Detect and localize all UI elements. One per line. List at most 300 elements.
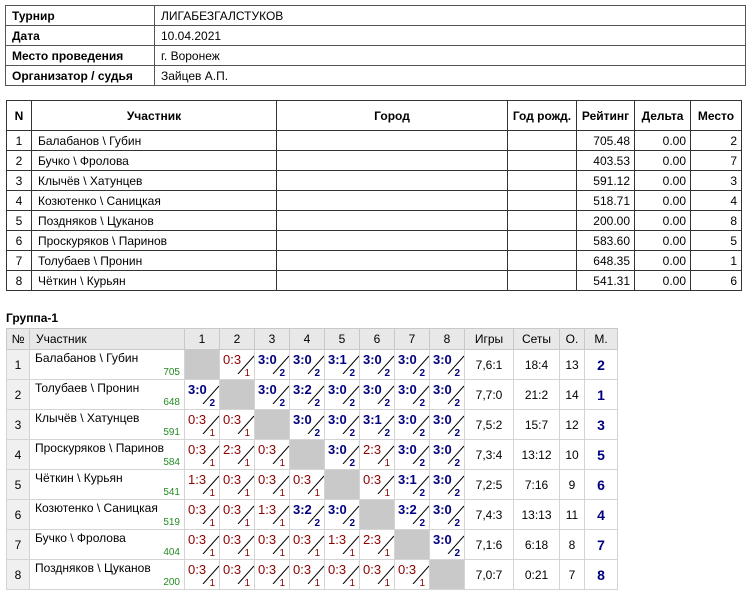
match-result-cell[interactable] xyxy=(395,440,430,470)
match-score: 3:0 xyxy=(433,532,452,547)
match-score: 0:3 xyxy=(293,562,312,577)
cross-row xyxy=(7,380,618,410)
match-score: 0:3 xyxy=(328,562,347,577)
match-result-cell[interactable] xyxy=(395,350,430,380)
participant-place: 7 xyxy=(691,151,742,171)
match-result-cell[interactable] xyxy=(290,380,325,410)
match-result-cell[interactable] xyxy=(360,470,395,500)
cross-player-rating: 591 xyxy=(163,427,180,438)
cross-place: 3 xyxy=(585,410,618,440)
cross-row-number: 4 xyxy=(7,440,30,470)
cross-games: 7,6:1 xyxy=(465,350,514,380)
participant-row xyxy=(7,251,742,271)
match-points: 2 xyxy=(384,428,390,439)
cross-row-player xyxy=(30,380,185,410)
cross-sets: 13:12 xyxy=(514,440,560,470)
match-score: 3:0 xyxy=(293,412,312,427)
participant-number: 2 xyxy=(7,151,32,171)
match-points: 2 xyxy=(454,458,460,469)
match-points: 1 xyxy=(209,428,215,439)
cross-row xyxy=(7,560,618,590)
match-score: 3:0 xyxy=(433,472,452,487)
participant-place: 4 xyxy=(691,191,742,211)
match-points: 1 xyxy=(279,458,285,469)
match-score: 0:3 xyxy=(258,532,277,547)
participant-name: Бучко \ Фролова xyxy=(32,151,277,171)
match-result-cell[interactable] xyxy=(220,410,255,440)
match-points: 2 xyxy=(419,368,425,379)
match-points: 2 xyxy=(454,548,460,559)
participant-rating: 583.60 xyxy=(577,231,635,251)
cross-player-rating: 648 xyxy=(163,397,180,408)
cross-header-sets: Сеты xyxy=(514,329,560,350)
participant-birth-year xyxy=(508,191,577,211)
participants-table xyxy=(6,100,742,291)
match-score: 0:3 xyxy=(293,472,312,487)
group-cross-table xyxy=(6,328,618,590)
match-result-cell[interactable] xyxy=(185,440,220,470)
match-result-cell[interactable] xyxy=(220,350,255,380)
participant-delta: 0.00 xyxy=(635,251,691,271)
participant-city xyxy=(277,171,508,191)
participant-name: Козютенко \ Саницкая xyxy=(32,191,277,211)
participant-birth-year xyxy=(508,171,577,191)
cross-player-name: Поздняков \ Цуканов xyxy=(35,561,151,575)
match-result-cell[interactable] xyxy=(185,530,220,560)
participant-number: 8 xyxy=(7,271,32,291)
match-points: 1 xyxy=(384,548,390,559)
match-points: 2 xyxy=(454,518,460,529)
match-points: 2 xyxy=(419,488,425,499)
match-result-cell[interactable] xyxy=(360,380,395,410)
participant-number: 3 xyxy=(7,171,32,191)
cross-sets: 13:13 xyxy=(514,500,560,530)
cross-diagonal-cell xyxy=(395,530,430,560)
cross-player-rating: 584 xyxy=(163,457,180,468)
participant-city xyxy=(277,191,508,211)
participant-delta: 0.00 xyxy=(635,231,691,251)
participant-name: Клычёв \ Хатунцев xyxy=(32,171,277,191)
match-points: 2 xyxy=(314,398,320,409)
match-result-cell[interactable] xyxy=(255,350,290,380)
info-value: 10.04.2021 xyxy=(155,26,746,46)
match-score: 3:0 xyxy=(398,412,417,427)
match-points: 1 xyxy=(349,548,355,559)
match-score: 0:3 xyxy=(223,472,242,487)
match-result-cell[interactable] xyxy=(185,380,220,410)
match-result-cell[interactable] xyxy=(220,470,255,500)
cross-header-points: О. xyxy=(560,329,585,350)
match-points: 2 xyxy=(314,518,320,529)
match-points: 1 xyxy=(314,488,320,499)
match-score: 3:0 xyxy=(433,442,452,457)
match-score: 3:0 xyxy=(328,442,347,457)
participant-birth-year xyxy=(508,231,577,251)
cross-diagonal-cell xyxy=(430,560,465,590)
participant-delta: 0.00 xyxy=(635,131,691,151)
match-score: 3:0 xyxy=(398,442,417,457)
cross-games: 7,5:2 xyxy=(465,410,514,440)
cross-sets: 21:2 xyxy=(514,380,560,410)
info-label: Организатор / судья xyxy=(6,66,155,86)
match-points: 2 xyxy=(209,398,215,409)
match-score: 0:3 xyxy=(188,562,207,577)
match-points: 2 xyxy=(419,398,425,409)
cross-place: 8 xyxy=(585,560,618,590)
match-score: 0:3 xyxy=(223,502,242,517)
match-score: 0:3 xyxy=(188,412,207,427)
match-result-cell[interactable] xyxy=(395,410,430,440)
match-result-cell[interactable] xyxy=(430,350,465,380)
match-points: 2 xyxy=(454,488,460,499)
cross-row-number: 8 xyxy=(7,560,30,590)
match-points: 1 xyxy=(244,578,250,589)
match-score: 3:1 xyxy=(328,352,347,367)
match-points: 1 xyxy=(279,548,285,559)
cross-diagonal-cell xyxy=(255,410,290,440)
match-points: 2 xyxy=(419,428,425,439)
col-header-city: Город xyxy=(277,101,508,131)
cross-sets: 6:18 xyxy=(514,530,560,560)
info-value: Зайцев А.П. xyxy=(155,66,746,86)
cross-row xyxy=(7,350,618,380)
match-result-cell[interactable] xyxy=(220,530,255,560)
cross-header-col-2: 2 xyxy=(220,329,255,350)
participant-birth-year xyxy=(508,131,577,151)
match-result-cell[interactable] xyxy=(325,560,360,590)
match-result-cell[interactable] xyxy=(185,410,220,440)
cross-row xyxy=(7,410,618,440)
participant-delta: 0.00 xyxy=(635,171,691,191)
cross-header-col-7: 7 xyxy=(395,329,430,350)
tournament-info-table xyxy=(5,5,746,86)
cross-header-row xyxy=(7,329,618,350)
match-result-cell[interactable] xyxy=(325,440,360,470)
cross-player-name: Балабанов \ Губин xyxy=(35,351,139,365)
match-result-cell[interactable] xyxy=(395,560,430,590)
match-points: 2 xyxy=(419,518,425,529)
cross-row-number: 3 xyxy=(7,410,30,440)
cross-player-rating: 541 xyxy=(163,487,180,498)
cross-player-rating: 705 xyxy=(163,367,180,378)
participant-place: 6 xyxy=(691,271,742,291)
info-row xyxy=(6,26,746,46)
cross-games: 7,1:6 xyxy=(465,530,514,560)
cross-row-player xyxy=(30,350,185,380)
match-points: 1 xyxy=(209,518,215,529)
cross-header-col-8: 8 xyxy=(430,329,465,350)
match-points: 2 xyxy=(454,368,460,379)
match-score: 3:0 xyxy=(433,502,452,517)
match-result-cell[interactable] xyxy=(185,470,220,500)
participant-delta: 0.00 xyxy=(635,191,691,211)
match-points: 1 xyxy=(419,578,425,589)
participant-city xyxy=(277,251,508,271)
cross-points: 8 xyxy=(560,530,585,560)
match-result-cell[interactable] xyxy=(255,530,290,560)
participant-city xyxy=(277,271,508,291)
participant-row xyxy=(7,171,742,191)
cross-place: 4 xyxy=(585,500,618,530)
participant-rating: 200.00 xyxy=(577,211,635,231)
match-points: 2 xyxy=(349,368,355,379)
participant-number: 1 xyxy=(7,131,32,151)
match-result-cell[interactable] xyxy=(185,500,220,530)
match-score: 0:3 xyxy=(293,532,312,547)
match-points: 2 xyxy=(384,368,390,379)
cross-points: 14 xyxy=(560,380,585,410)
cross-diagonal-cell xyxy=(220,380,255,410)
match-score: 0:3 xyxy=(258,562,277,577)
match-score: 0:3 xyxy=(223,412,242,427)
match-points: 2 xyxy=(349,398,355,409)
cross-row-number: 6 xyxy=(7,500,30,530)
cross-header-games: Игры xyxy=(465,329,514,350)
cross-place: 1 xyxy=(585,380,618,410)
participant-birth-year xyxy=(508,271,577,291)
participant-name: Проскуряков \ Паринов xyxy=(32,231,277,251)
cross-row xyxy=(7,470,618,500)
match-score: 0:3 xyxy=(363,472,382,487)
match-points: 1 xyxy=(279,578,285,589)
participant-rating: 518.71 xyxy=(577,191,635,211)
participant-place: 3 xyxy=(691,171,742,191)
cross-points: 11 xyxy=(560,500,585,530)
participant-row xyxy=(7,151,742,171)
match-score: 3:1 xyxy=(398,472,417,487)
cross-row-player xyxy=(30,530,185,560)
cross-header-col-6: 6 xyxy=(360,329,395,350)
match-score: 0:3 xyxy=(398,562,417,577)
match-result-cell[interactable] xyxy=(325,500,360,530)
participant-number: 4 xyxy=(7,191,32,211)
match-score: 2:3 xyxy=(363,442,382,457)
match-result-cell[interactable] xyxy=(255,380,290,410)
cross-row xyxy=(7,500,618,530)
participant-rating: 648.35 xyxy=(577,251,635,271)
match-result-cell[interactable] xyxy=(255,560,290,590)
participant-row xyxy=(7,231,742,251)
cross-player-rating: 519 xyxy=(163,517,180,528)
match-score: 3:0 xyxy=(328,382,347,397)
cross-row-number: 1 xyxy=(7,350,30,380)
col-header-delta: Дельта xyxy=(635,101,691,131)
match-result-cell[interactable] xyxy=(430,500,465,530)
participant-delta: 0.00 xyxy=(635,211,691,231)
match-result-cell[interactable] xyxy=(290,530,325,560)
info-row xyxy=(6,6,746,26)
match-points: 1 xyxy=(244,548,250,559)
cross-header-col-3: 3 xyxy=(255,329,290,350)
match-result-cell[interactable] xyxy=(220,440,255,470)
participant-name: Толубаев \ Пронин xyxy=(32,251,277,271)
match-score: 3:0 xyxy=(188,382,207,397)
match-score: 3:0 xyxy=(398,382,417,397)
match-points: 2 xyxy=(349,458,355,469)
info-value: ЛИГАБЕЗГАЛСТУКОВ xyxy=(155,6,746,26)
participants-header-row xyxy=(7,101,742,131)
participant-city xyxy=(277,151,508,171)
match-points: 2 xyxy=(349,518,355,529)
match-result-cell[interactable] xyxy=(325,530,360,560)
cross-games: 7,4:3 xyxy=(465,500,514,530)
cross-row-number: 7 xyxy=(7,530,30,560)
match-result-cell[interactable] xyxy=(290,500,325,530)
match-result-cell[interactable] xyxy=(290,470,325,500)
cross-games: 7,3:4 xyxy=(465,440,514,470)
match-score: 1:3 xyxy=(188,472,207,487)
cross-points: 10 xyxy=(560,440,585,470)
match-result-cell[interactable] xyxy=(290,410,325,440)
cross-player-name: Чёткин \ Курьян xyxy=(35,471,123,485)
match-score: 0:3 xyxy=(258,472,277,487)
match-points: 1 xyxy=(209,458,215,469)
match-points: 1 xyxy=(244,428,250,439)
cross-header-participant: Участник xyxy=(30,329,185,350)
match-result-cell[interactable] xyxy=(290,560,325,590)
match-points: 2 xyxy=(454,428,460,439)
info-row xyxy=(6,66,746,86)
cross-diagonal-cell xyxy=(360,500,395,530)
match-points: 1 xyxy=(384,488,390,499)
match-score: 0:3 xyxy=(363,562,382,577)
match-score: 0:3 xyxy=(188,502,207,517)
participant-place: 8 xyxy=(691,211,742,231)
cross-row-number: 5 xyxy=(7,470,30,500)
participant-name: Балабанов \ Губин xyxy=(32,131,277,151)
match-score: 3:2 xyxy=(293,502,312,517)
cross-player-name: Проскуряков \ Паринов xyxy=(35,441,165,455)
match-points: 2 xyxy=(279,398,285,409)
match-result-cell[interactable] xyxy=(360,560,395,590)
match-score: 3:2 xyxy=(293,382,312,397)
match-result-cell[interactable] xyxy=(430,410,465,440)
cross-row-number: 2 xyxy=(7,380,30,410)
group-title: Группа-1 xyxy=(6,311,59,325)
cross-diagonal-cell xyxy=(290,440,325,470)
cross-player-name: Клычёв \ Хатунцев xyxy=(35,411,140,425)
cross-sets: 7:16 xyxy=(514,470,560,500)
match-points: 2 xyxy=(279,368,285,379)
participant-number: 7 xyxy=(7,251,32,271)
match-result-cell[interactable] xyxy=(220,500,255,530)
cross-sets: 0:21 xyxy=(514,560,560,590)
match-score: 3:0 xyxy=(258,352,277,367)
cross-place: 6 xyxy=(585,470,618,500)
cross-games: 7,7:0 xyxy=(465,380,514,410)
cross-place: 7 xyxy=(585,530,618,560)
participant-row xyxy=(7,271,742,291)
match-result-cell[interactable] xyxy=(255,440,290,470)
match-score: 3:0 xyxy=(433,352,452,367)
participant-delta: 0.00 xyxy=(635,271,691,291)
cross-player-name: Бучко \ Фролова xyxy=(35,531,126,545)
col-header-n: N xyxy=(7,101,32,131)
match-result-cell[interactable] xyxy=(290,350,325,380)
col-header-rating: Рейтинг xyxy=(577,101,635,131)
cross-header-col-1: 1 xyxy=(185,329,220,350)
match-points: 1 xyxy=(384,458,390,469)
match-points: 1 xyxy=(314,578,320,589)
match-score: 2:3 xyxy=(363,532,382,547)
match-points: 1 xyxy=(279,518,285,529)
match-result-cell[interactable] xyxy=(395,500,430,530)
participant-rating: 705.48 xyxy=(577,131,635,151)
match-result-cell[interactable] xyxy=(430,470,465,500)
match-score: 3:0 xyxy=(398,352,417,367)
participant-birth-year xyxy=(508,251,577,271)
match-points: 2 xyxy=(349,428,355,439)
match-points: 2 xyxy=(314,368,320,379)
cross-points: 9 xyxy=(560,470,585,500)
match-result-cell[interactable] xyxy=(325,410,360,440)
cross-player-name: Козютенко \ Саницкая xyxy=(35,501,158,515)
cross-games: 7,2:5 xyxy=(465,470,514,500)
cross-row xyxy=(7,530,618,560)
match-score: 3:0 xyxy=(363,352,382,367)
match-score: 1:3 xyxy=(258,502,277,517)
match-result-cell[interactable] xyxy=(360,350,395,380)
match-result-cell[interactable] xyxy=(430,440,465,470)
match-score: 0:3 xyxy=(188,532,207,547)
cross-header-col-4: 4 xyxy=(290,329,325,350)
match-points: 1 xyxy=(209,488,215,499)
match-result-cell[interactable] xyxy=(360,410,395,440)
match-result-cell[interactable] xyxy=(255,470,290,500)
match-result-cell[interactable] xyxy=(430,530,465,560)
match-points: 1 xyxy=(349,578,355,589)
match-points: 1 xyxy=(244,368,250,379)
match-result-cell[interactable] xyxy=(395,470,430,500)
match-score: 3:0 xyxy=(328,502,347,517)
participant-row xyxy=(7,211,742,231)
match-result-cell[interactable] xyxy=(325,350,360,380)
cross-row-player xyxy=(30,470,185,500)
match-score: 0:3 xyxy=(223,562,242,577)
cross-player-rating: 404 xyxy=(163,547,180,558)
participant-rating: 541.31 xyxy=(577,271,635,291)
match-result-cell[interactable] xyxy=(395,380,430,410)
match-result-cell[interactable] xyxy=(430,380,465,410)
cross-row-player xyxy=(30,410,185,440)
match-points: 2 xyxy=(314,428,320,439)
cross-place: 2 xyxy=(585,350,618,380)
participant-number: 6 xyxy=(7,231,32,251)
match-result-cell[interactable] xyxy=(185,560,220,590)
info-value: г. Воронеж xyxy=(155,46,746,66)
match-result-cell[interactable] xyxy=(220,560,255,590)
match-points: 1 xyxy=(244,488,250,499)
match-score: 3:2 xyxy=(398,502,417,517)
info-label: Место проведения xyxy=(6,46,155,66)
participant-name: Поздняков \ Цуканов xyxy=(32,211,277,231)
cross-games: 7,0:7 xyxy=(465,560,514,590)
cross-player-name: Толубаев \ Пронин xyxy=(35,381,140,395)
participant-birth-year xyxy=(508,151,577,171)
participant-city xyxy=(277,231,508,251)
participant-place: 2 xyxy=(691,131,742,151)
match-result-cell[interactable] xyxy=(255,500,290,530)
match-result-cell[interactable] xyxy=(360,530,395,560)
match-points: 2 xyxy=(384,398,390,409)
match-score: 2:3 xyxy=(223,442,242,457)
match-score: 3:0 xyxy=(433,382,452,397)
match-result-cell[interactable] xyxy=(360,440,395,470)
participant-city xyxy=(277,211,508,231)
match-points: 1 xyxy=(314,548,320,559)
cross-diagonal-cell xyxy=(325,470,360,500)
match-result-cell[interactable] xyxy=(325,380,360,410)
